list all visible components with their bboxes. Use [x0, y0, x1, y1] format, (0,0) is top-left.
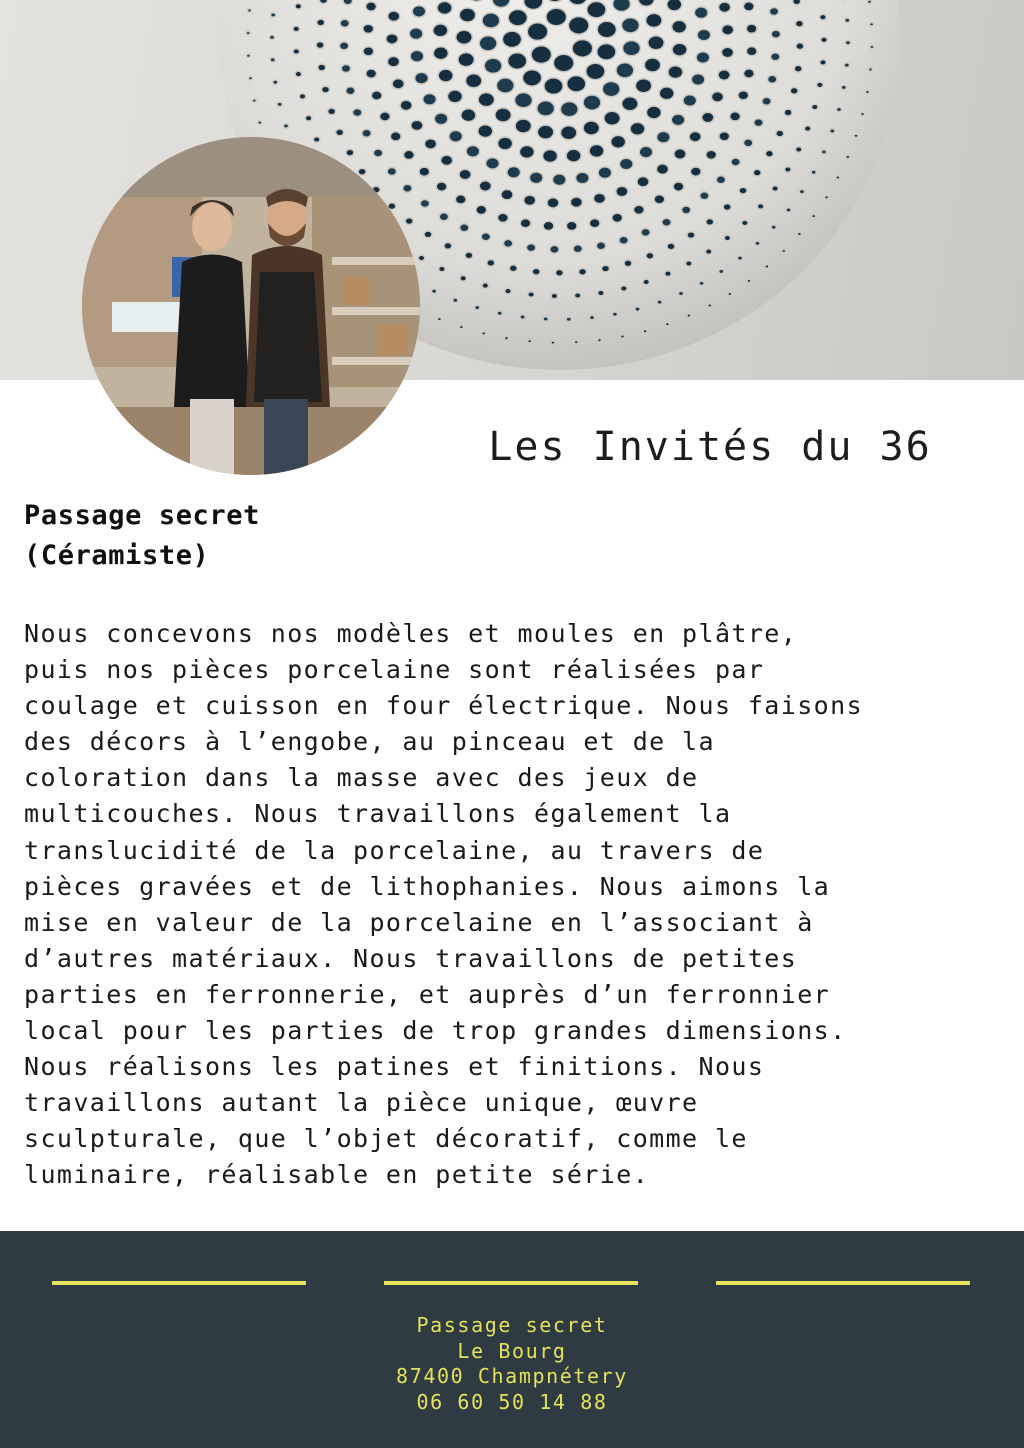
artist-role-line: (Céramiste) [24, 540, 210, 571]
description-line: translucidité de la porcelaine, au travers de [24, 835, 765, 865]
description-line: local pour les parties de trop grandes dimensions. [24, 1016, 847, 1046]
footer [0, 1231, 1024, 1448]
artist-name [24, 496, 524, 576]
description-line: puis nos pièces porcelaine sont réalisées par [24, 655, 765, 685]
artist-name-line: Passage secret [24, 500, 260, 531]
description-line: Nous réalisons les patines et finitions. Nous [24, 1052, 765, 1082]
description-line: multicouches. Nous travaillons également la [24, 799, 732, 829]
contact-phone[interactable]: 06 60 50 14 88 [416, 1389, 608, 1414]
footer-divider-center [384, 1281, 638, 1285]
footer-divider-right [716, 1281, 970, 1285]
two-ceramists-in-workshop-icon [82, 137, 420, 475]
contact-street: Le Bourg [457, 1338, 567, 1363]
description-line: des décors à l’engobe, au pinceau et de la [24, 727, 715, 757]
description-line: coulage et cuisson en four électrique. Nous faisons [24, 691, 864, 721]
description-line: travaillons autant la pièce unique, œuvre [24, 1088, 699, 1118]
description-line: parties en ferronnerie, et auprès d’un ferronnier [24, 979, 831, 1009]
contact-name: Passage secret [416, 1313, 608, 1337]
description-line: sculpturale, que l’objet décoratif, comme le [24, 1124, 748, 1154]
description-line: luminaire, réalisable en petite série. [24, 1160, 650, 1190]
contact-city: 87400 Champnétery [396, 1364, 628, 1388]
contact-block [0, 1313, 1024, 1415]
description-line: mise en valeur de la porcelaine en l’associant à [24, 907, 814, 937]
description-line: coloration dans la masse avec des jeux de [24, 763, 699, 793]
description-line: pièces gravées et de lithophanies. Nous aimons la [24, 871, 831, 901]
artist-description [24, 616, 1004, 1194]
description-line: Nous concevons nos modèles et moules en plâtre, [24, 619, 798, 648]
page-title: Les Invités du 36 [488, 424, 932, 470]
footer-divider-left [52, 1281, 306, 1285]
artists-portrait [82, 137, 420, 475]
description-line: d’autres matériaux. Nous travaillons de petites [24, 943, 798, 973]
